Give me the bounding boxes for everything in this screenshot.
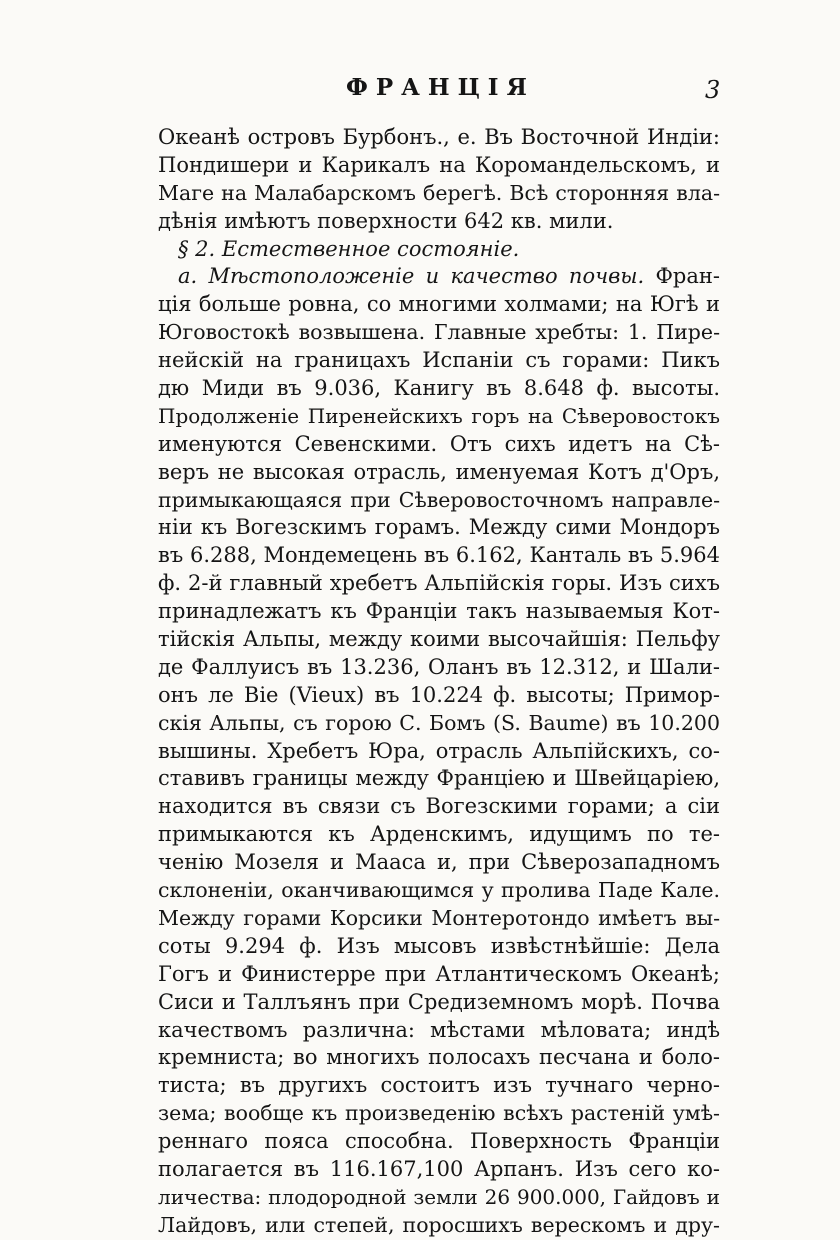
text-line: Океанѣ островъ Бурбонъ., е. Въ Восточной Индіи:: [158, 125, 720, 149]
running-title: ФРАНЦІЯ: [346, 74, 535, 101]
text-line: Гогъ и Финистерре при Атлантическомъ Океанѣ;: [158, 961, 720, 986]
text-line: Сиси и Таллъянъ при Средиземномъ морѣ. Почва: [158, 989, 720, 1014]
text-line: веръ не высокая отрасль, именуемая Котъ д'Оръ,: [158, 459, 720, 484]
text-line: нейскій на границахъ Испаніи съ горами: Пикъ: [158, 348, 720, 373]
text-line: кремниста; во многихъ полосахъ песчана и боло-: [158, 1045, 720, 1070]
text-line: принадлежатъ къ Франціи такъ называемыя Кот-: [158, 599, 720, 624]
subsection-continuation: Фран-: [644, 264, 720, 289]
text-line: тійскія Альпы, между коими высочайшія: Пельфу: [158, 627, 720, 652]
text-line: де Фаллуисъ въ 13.236, Оланъ въ 12.312, и Шали-: [158, 654, 720, 679]
text-line: въ 6.288, Мондемецень въ 6.162, Канталь въ 5.964: [158, 543, 720, 568]
text-line: Лайдовъ, или степей, поросшихъ верескомъ и дру-: [158, 1212, 720, 1237]
text-line: примыкаются къ Арденскимъ, идущимъ по те-: [158, 822, 720, 847]
text-line: ф. 2-й главный хребетъ Альпійскія горы. Изъ сихъ: [158, 571, 720, 596]
text-line: Маге на Малабарскомъ берегѣ. Всѣ сторонняя вла-: [158, 180, 720, 205]
text-line: качествомъ различна: мѣстами мѣловата; индѣ: [158, 1017, 720, 1042]
text-line: находится въ связи съ Вогезскими горами; а сіи: [158, 794, 720, 819]
text-line: Пондишери и Карикалъ на Коромандельскомъ, и: [158, 152, 720, 177]
text-line: именуются Севенскими. Отъ сихъ идетъ на Сѣ-: [158, 431, 720, 456]
text-line: соты 9.294 ф. Изъ мысовъ извѣстнѣйшіе: Дела: [158, 933, 720, 958]
text-line: дю Миди въ 9.036, Канигу въ 8.648 ф. высоты.: [158, 376, 720, 401]
subsection-heading-line: [158, 263, 720, 291]
text-line: тиста; въ другихъ состоитъ изъ тучнаго черно-: [158, 1073, 720, 1098]
section-heading: § 2. Естественное состояніе.: [178, 236, 520, 261]
text-line: зема; вообще къ произведенію всѣхъ растеній умѣ-: [158, 1101, 720, 1126]
text-line: онъ ле Віе (Vieux) въ 10.224 ф. высоты; Примор-: [158, 682, 720, 707]
text-line: ція больше ровна, со многими холмами; на Югѣ и: [158, 292, 720, 317]
text-line: ніи къ Вогезскимъ горамъ. Между сими Мондоръ: [158, 515, 720, 540]
subsection-title: а. Мѣстоположеніе и качество почвы.: [178, 264, 645, 289]
text-line: полагается въ 116.167,100 Арпанъ. Изъ сего ко-: [158, 1156, 720, 1181]
text-line: личества: плодородной земли 26 900.000, Гайдовъ и: [158, 1184, 720, 1209]
text-line: вышины. Хребетъ Юра, отрасль Альпійскихъ, со-: [158, 738, 720, 763]
text-line: Между горами Корсики Монтеротондо имѣетъ вы-: [158, 905, 720, 930]
text-line: Продолженіе Пиренейскихъ горъ на Сѣверовостокъ: [158, 403, 720, 428]
body-text: [158, 124, 720, 1240]
text-line: скія Альпы, съ горою С. Бомъ (S. Baume) въ 10.200: [158, 710, 720, 735]
page-number: 3: [705, 76, 721, 104]
text-line: реннаго пояса способна. Поверхность Франціи: [158, 1129, 720, 1154]
text-line: ставивъ границы между Франціею и Швейцаріею,: [158, 766, 720, 791]
text-line: примыкающаяся при Сѣверовосточномъ направле-: [158, 487, 720, 512]
text-line: дѣнія имѣютъ поверхности 642 кв. мили.: [158, 208, 614, 233]
text-line: Юговостокѣ возвышена. Главные хребты: 1. Пире-: [158, 320, 720, 345]
text-line: ченію Мозеля и Мааса и, при Сѣверозападномъ: [158, 850, 720, 875]
text-line: склоненіи, оканчивающимся у пролива Паде Кале.: [158, 878, 720, 903]
